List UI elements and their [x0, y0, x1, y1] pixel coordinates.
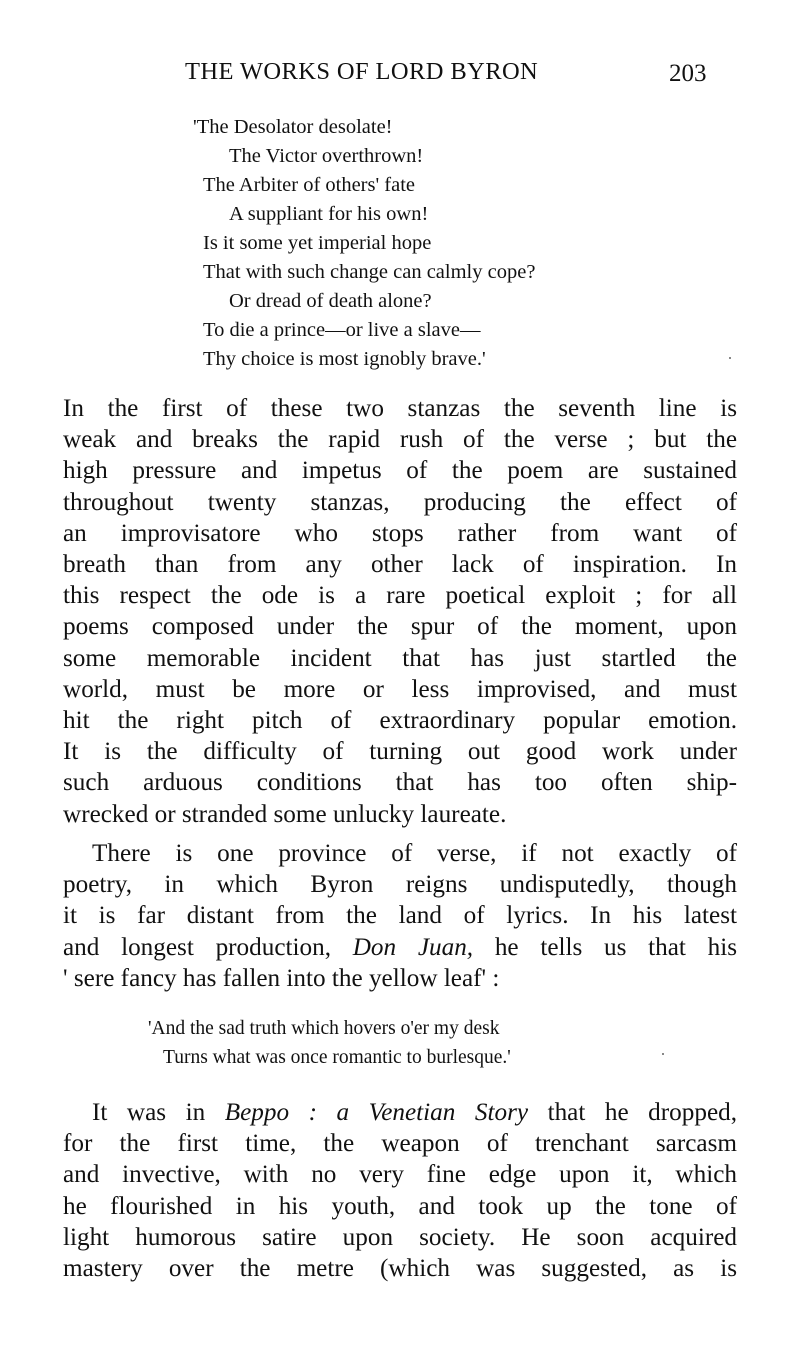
paragraph-line: In the first of these two stanzas the seventh line is: [63, 395, 737, 422]
scan-speck: [662, 1053, 664, 1055]
verse-line: Is it some yet imperial hope: [203, 232, 432, 254]
paragraph-beppo: [63, 1097, 737, 1284]
paragraph-line: some memorable incident that has just startled the: [63, 644, 737, 672]
verse-line: 'And the sad truth which hovers o'er my desk: [148, 1018, 500, 1039]
page-number: 203: [669, 60, 707, 87]
quoted-verse-stanza: [193, 113, 536, 374]
paragraph-line: light humorous satire upon society. He soon acquired: [63, 1223, 737, 1251]
verse-line: The Victor overthrown!: [229, 145, 424, 167]
verse-line: That with such change can calmly cope?: [203, 261, 536, 283]
text-run: and longest production,: [63, 933, 331, 961]
verse-line: Thy choice is most ignobly brave.': [203, 348, 486, 370]
paragraph-line: an improvisatore who stops rather from want of: [63, 519, 737, 547]
verse-line: Or dread of death alone?: [229, 290, 432, 312]
verse-line: To die a prince—or live a slave—: [203, 319, 481, 341]
paragraph-province-of-verse: [63, 838, 737, 994]
work-title-don-juan: Don Juan,: [352, 933, 474, 961]
paragraph-line: wrecked or stranded some unlucky laureate.: [63, 800, 507, 828]
paragraph-line: There is one province of verse, if not exactly of: [92, 840, 737, 867]
paragraph-line: this respect the ode is a rare poetical exploit ; for all: [63, 582, 737, 610]
paragraph-line: high pressure and impetus of the poem are sustained: [63, 457, 737, 485]
text-run: that he dropped,: [547, 1099, 738, 1126]
paragraph-line: poetry, in which Byron reigns undisputedly, though: [63, 871, 737, 899]
work-title-beppo: Beppo : a Venetian Story: [224, 1099, 529, 1126]
paragraph-line: weak and breaks the rapid rush of the verse ; but the: [63, 426, 737, 454]
verse-line: 'The Desolator desolate!: [193, 116, 393, 138]
paragraph-line: world, must be more or less improvised, and must: [63, 675, 737, 703]
paragraph-line: throughout twenty stanzas, producing the effect of: [63, 488, 737, 516]
paragraph-line: such arduous conditions that has too often ship-: [63, 769, 737, 797]
paragraph-line: mastery over the metre (which was suggested, as is: [63, 1255, 737, 1283]
paragraph-line: for the first time, the weapon of trenchant sarcasm: [63, 1130, 737, 1158]
scan-speck: [729, 357, 731, 359]
paragraph-line: hit the right pitch of extraordinary popular emotion.: [63, 707, 737, 735]
paragraph-line: it is far distant from the land of lyrics. In his latest: [63, 902, 737, 930]
paragraph-line: and invective, with no very fine edge upon it, which: [63, 1161, 737, 1189]
paragraph-line: breath than from any other lack of inspiration. In: [63, 551, 737, 579]
running-head-title: THE WORKS OF LORD BYRON: [185, 58, 539, 85]
text-run: It was in: [92, 1099, 206, 1126]
verse-line: The Arbiter of others' fate: [203, 174, 416, 196]
paragraph-line: he flourished in his youth, and took up the tone of: [63, 1192, 737, 1220]
paragraph-line: It is the difficulty of turning out good work under: [63, 738, 737, 766]
verse-line: A suppliant for his own!: [229, 203, 429, 225]
paragraph-seventh-line: [63, 393, 737, 830]
verse-line: Turns what was once romantic to burlesque.': [163, 1047, 511, 1068]
paragraph-line: ' sere fancy has fallen into the yellow leaf' :: [63, 964, 500, 992]
paragraph-line: poems composed under the spur of the moment, upon: [63, 613, 737, 641]
text-run: he tells us that his: [494, 933, 738, 961]
paragraph-line: [63, 932, 737, 963]
paragraph-line: [63, 1097, 737, 1128]
quoted-couplet: [148, 1014, 511, 1072]
